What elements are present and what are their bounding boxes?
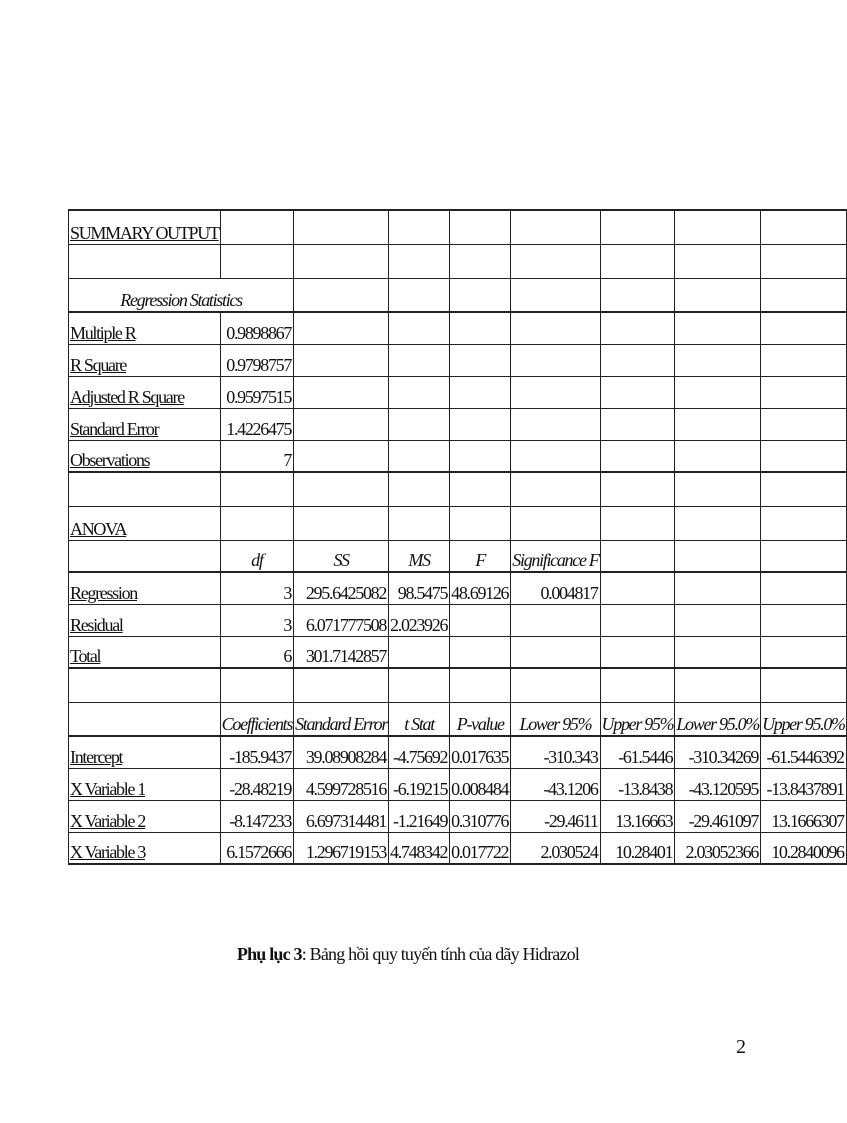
coef-col-header: P-value: [450, 702, 511, 736]
stat-row: [69, 344, 847, 376]
coef-value: 13.1666307: [761, 800, 847, 832]
stat-row: [69, 408, 847, 440]
coef-value: -29.4611: [511, 800, 600, 832]
anova-label: Total: [69, 636, 221, 668]
summary-output-table: [68, 209, 847, 865]
coef-col-header: Lower 95%: [511, 702, 600, 736]
coef-value: 4.599728516: [294, 768, 389, 800]
stat-row: [69, 440, 847, 472]
blank-row: [69, 472, 847, 506]
coef-value: 0.008484: [450, 768, 511, 800]
blank-row: [69, 244, 847, 278]
coef-value: 2.03052366: [675, 832, 761, 864]
coef-value: 10.2840096: [761, 832, 847, 864]
coef-value: -8.147233: [220, 800, 293, 832]
anova-ms: 98.5475: [389, 572, 450, 604]
anova-sig: 0.004817: [511, 572, 600, 604]
coef-value: 10.28401: [600, 832, 675, 864]
anova-f: 48.69126: [450, 572, 511, 604]
coef-value: -13.8438: [600, 768, 675, 800]
coefficient-row: [69, 832, 847, 864]
coef-col-header: Lower 95.0%: [675, 702, 761, 736]
anova-row: [69, 572, 847, 604]
coef-value: -310.34269: [675, 736, 761, 768]
coef-value: 1.296719153: [294, 832, 389, 864]
coef-value: -1.21649: [389, 800, 450, 832]
coef-value: 6.1572666: [220, 832, 293, 864]
coef-col-header: t Stat: [389, 702, 450, 736]
summary-output-title: SUMMARY OUTPUT: [69, 210, 221, 244]
stat-label: Multiple R: [69, 312, 221, 344]
coef-value: 0.310776: [450, 800, 511, 832]
coef-value: -4.75692: [389, 736, 450, 768]
coef-value: -29.461097: [675, 800, 761, 832]
regression-statistics-heading: Regression Statistics: [69, 278, 294, 312]
stat-value: 0.9898867: [220, 312, 293, 344]
coef-value: -61.5446392: [761, 736, 847, 768]
coef-value: -13.8437891: [761, 768, 847, 800]
anova-f: [450, 636, 511, 668]
coefficient-row: [69, 768, 847, 800]
coef-col-header: Coefficients: [220, 702, 293, 736]
anova-heading: ANOVA: [69, 506, 221, 540]
coef-value: 2.030524: [511, 832, 600, 864]
anova-ms: 2.023926: [389, 604, 450, 636]
anova-sig: [511, 636, 600, 668]
anova-label: Regression: [69, 572, 221, 604]
stat-label: Standard Error: [69, 408, 221, 440]
anova-col-df: df: [220, 540, 293, 572]
anova-row: [69, 636, 847, 668]
coef-col-header: Upper 95%: [600, 702, 675, 736]
coef-label: X Variable 1: [69, 768, 221, 800]
coef-value: 0.017722: [450, 832, 511, 864]
page-number: 2: [736, 1036, 746, 1058]
coefficient-row: [69, 800, 847, 832]
anova-df: 3: [220, 572, 293, 604]
anova-row: [69, 604, 847, 636]
coef-value: -43.1206: [511, 768, 600, 800]
coef-value: -310.343: [511, 736, 600, 768]
coef-value: 6.697314481: [294, 800, 389, 832]
caption-text: : Bảng hồi quy tuyến tính của dãy Hidrazol: [301, 944, 580, 964]
coef-value: -185.9437: [220, 736, 293, 768]
coef-value: 39.08908284: [294, 736, 389, 768]
coef-value: -6.19215: [389, 768, 450, 800]
anova-header-row: [69, 540, 847, 572]
stat-label: Observations: [69, 440, 221, 472]
anova-ss: 6.071777508: [294, 604, 389, 636]
anova-col-ms: MS: [389, 540, 450, 572]
stat-value: 1.4226475: [220, 408, 293, 440]
coef-label: X Variable 3: [69, 832, 221, 864]
anova-ss: 301.7142857: [294, 636, 389, 668]
anova-ss: 295.6425082: [294, 572, 389, 604]
stat-label: Adjusted R Square: [69, 376, 221, 408]
coef-label: Intercept: [69, 736, 221, 768]
coefficients-header-row: [69, 702, 847, 736]
anova-sig: [511, 604, 600, 636]
coef-value: 4.748342: [389, 832, 450, 864]
coefficient-row: [69, 736, 847, 768]
coef-label: X Variable 2: [69, 800, 221, 832]
coef-value: 0.017635: [450, 736, 511, 768]
stat-value: 0.9798757: [220, 344, 293, 376]
anova-col-significance-f: Significance F: [511, 540, 600, 572]
anova-label: Residual: [69, 604, 221, 636]
stat-label: R Square: [69, 344, 221, 376]
coef-value: -43.120595: [675, 768, 761, 800]
coef-value: 13.16663: [600, 800, 675, 832]
stat-row: [69, 376, 847, 408]
anova-df: 3: [220, 604, 293, 636]
blank-row: [69, 668, 847, 702]
anova-ms: [389, 636, 450, 668]
coef-value: -61.5446: [600, 736, 675, 768]
stat-value: 0.9597515: [220, 376, 293, 408]
stat-value: 7: [220, 440, 293, 472]
coef-col-header: Upper 95.0%: [761, 702, 847, 736]
coef-col-header: Standard Error: [294, 702, 389, 736]
stat-row: [69, 312, 847, 344]
anova-f: [450, 604, 511, 636]
table-caption: [0, 944, 816, 965]
anova-col-f: F: [450, 540, 511, 572]
anova-df: 6: [220, 636, 293, 668]
caption-label: Phụ lục 3: [236, 944, 302, 964]
coef-value: -28.48219: [220, 768, 293, 800]
anova-col-ss: SS: [294, 540, 389, 572]
